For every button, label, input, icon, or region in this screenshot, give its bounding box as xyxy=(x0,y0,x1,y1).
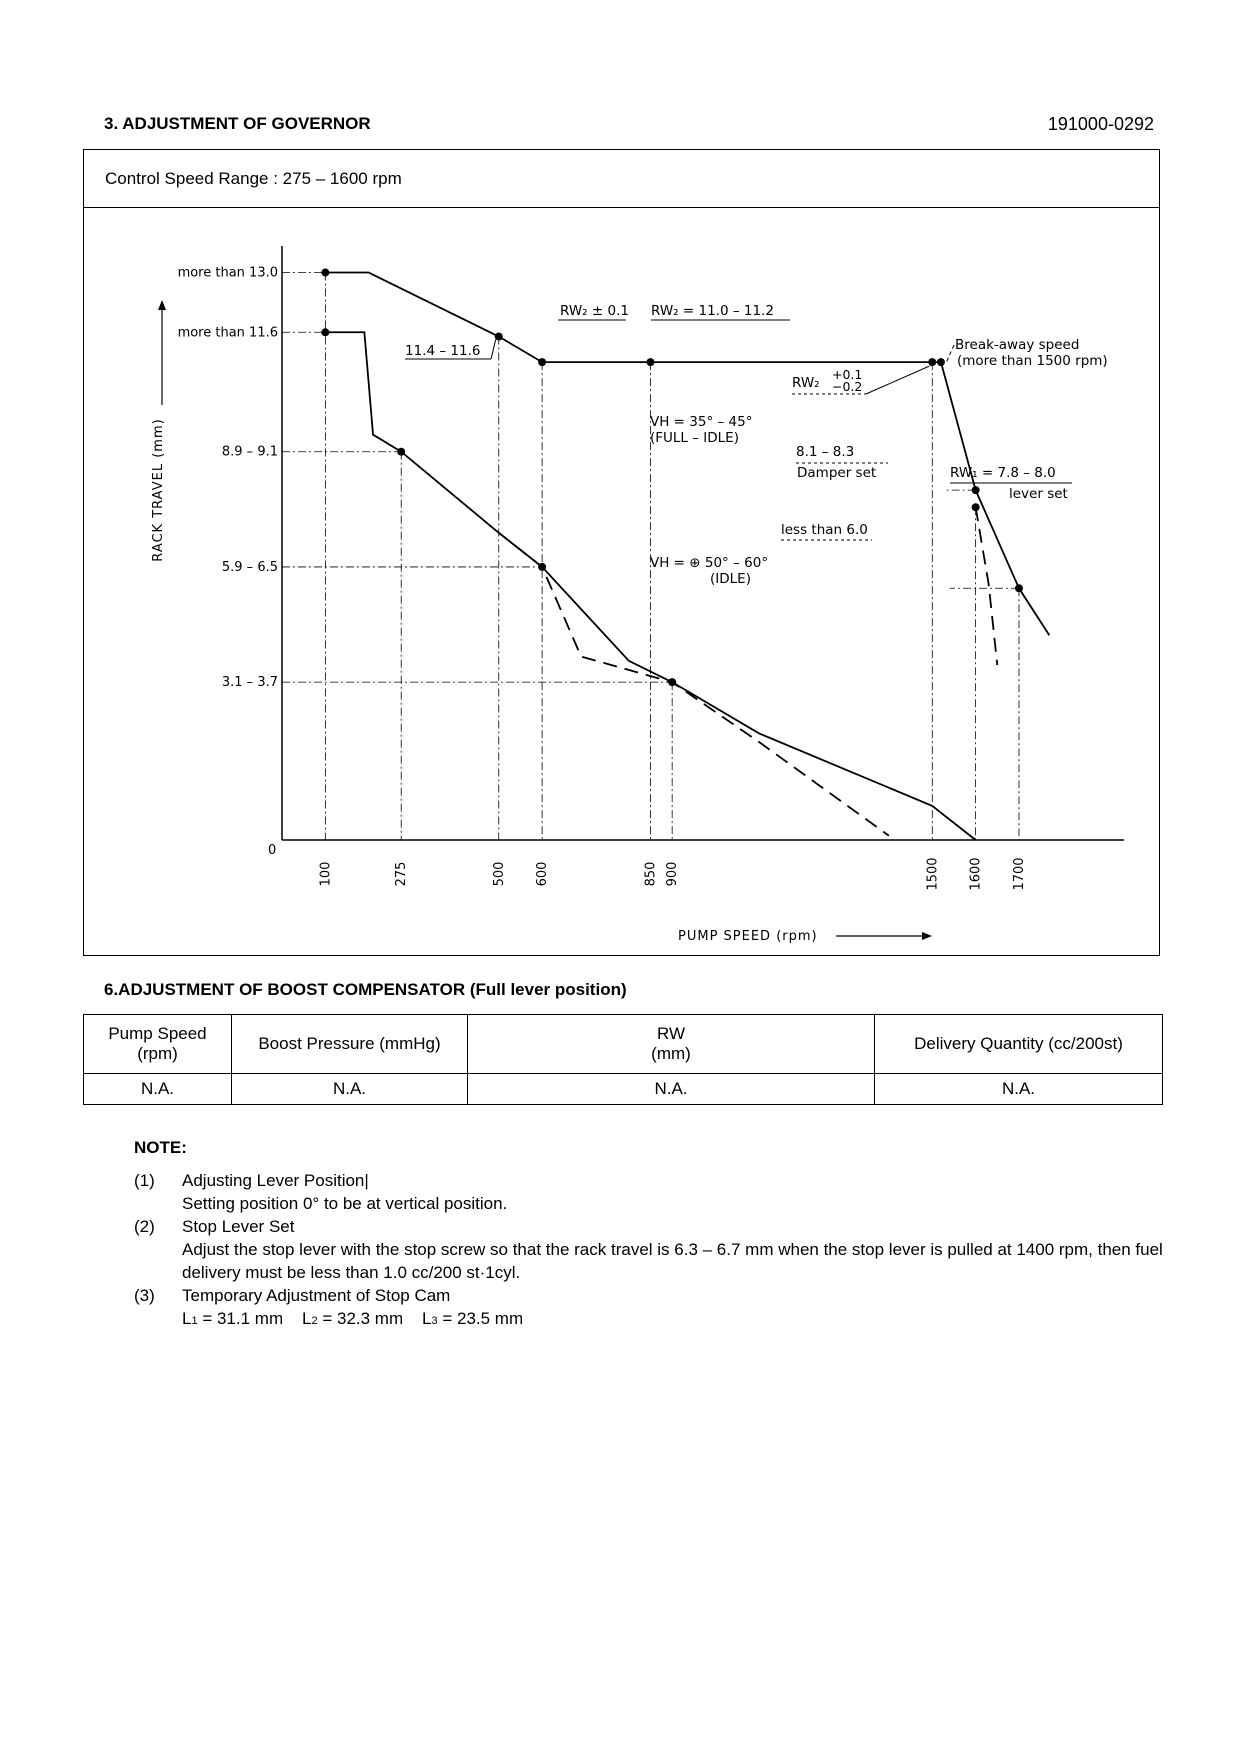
annotation-range-81: 8.1 – 8.3 xyxy=(796,444,855,460)
annotation-rw2-small: RW₂ xyxy=(792,375,820,391)
x-tick-label: 850 xyxy=(643,861,659,887)
annotation-breakaway-2: (more than 1500 rpm) xyxy=(957,353,1108,369)
annotation-less-than: less than 6.0 xyxy=(781,522,868,538)
annotation-lever: lever set xyxy=(1009,486,1068,502)
x-tick-label: 500 xyxy=(491,861,507,887)
x-tick-label: 100 xyxy=(318,861,334,887)
y-axis-label: RACK TRAVEL (mm) xyxy=(151,418,166,562)
note-text: Adjust the stop lever with the stop screw so that the rack travel is 6.3 – 6.7 mm when the stop lever is pulled at 1400 rpm, then fuel delivery must be less than 1.0 cc/200 st·1cyl. xyxy=(182,1240,1163,1282)
data-point xyxy=(972,503,980,511)
annotation-vh-idle-1: VH = ⊕ 50° – 60° xyxy=(650,555,769,571)
control-speed-range: Control Speed Range : 275 – 1600 rpm xyxy=(84,150,1159,208)
header-delivery-quantity: Delivery Quantity (cc/200st) xyxy=(875,1015,1163,1074)
notes-section xyxy=(134,1138,1174,1333)
note-item xyxy=(134,1215,1174,1284)
y-tick-label: 5.9 – 6.5 xyxy=(221,559,278,575)
data-point xyxy=(668,678,676,686)
note-item xyxy=(134,1284,1174,1333)
leader-line xyxy=(491,340,496,359)
header-pump-speed: Pump Speed (rpm) xyxy=(84,1015,232,1074)
note-number: (3) xyxy=(134,1286,155,1305)
table-row xyxy=(84,1074,1163,1105)
data-point xyxy=(397,448,405,456)
annotation-vh-idle-2: (IDLE) xyxy=(710,571,751,587)
x-tick-label: 0 xyxy=(268,843,277,858)
governor-chart xyxy=(84,150,1161,957)
series-line-1 xyxy=(325,273,1049,636)
notes-title: NOTE: xyxy=(134,1138,187,1157)
annotation-range-11: 11.4 – 11.6 xyxy=(405,343,481,359)
chart-labels xyxy=(151,266,1108,944)
cell-rw: N.A. xyxy=(468,1074,875,1105)
boost-table xyxy=(83,1014,1163,1105)
document-number: 191000-0292 xyxy=(1047,114,1154,134)
x-tick-label: 275 xyxy=(394,861,410,887)
note-number: (2) xyxy=(134,1217,155,1236)
note-number: (1) xyxy=(134,1171,155,1190)
annotation-vh-full-1: VH = 35° – 45° xyxy=(650,414,753,430)
y-tick-label: 3.1 – 3.7 xyxy=(221,675,278,691)
data-point xyxy=(937,358,945,366)
x-axis-arrow-head xyxy=(922,932,932,940)
annotation-rw2-plus: +0.1 xyxy=(832,367,863,382)
stop-cam-values: L1 = 31.1 mm L2 = 32.3 mm L3 = 23.5 mm xyxy=(182,1309,524,1328)
data-point xyxy=(646,358,654,366)
x-tick-label: 1700 xyxy=(1011,857,1027,891)
cell-boost-pressure: N.A. xyxy=(232,1074,468,1105)
boost-table-header xyxy=(84,1015,1163,1074)
annotation-breakaway-1: Break-away speed xyxy=(955,337,1080,353)
governor-chart-box xyxy=(83,149,1160,956)
x-tick-label: 900 xyxy=(665,861,681,887)
data-point xyxy=(321,269,329,277)
y-tick-label: 8.9 – 9.1 xyxy=(221,444,278,460)
cell-pump-speed: N.A. xyxy=(84,1074,232,1105)
annotation-rw2-minus: −0.2 xyxy=(832,379,863,394)
note-title: Adjusting Lever Position| xyxy=(182,1171,369,1190)
annotation-rw1: RW₁ = 7.8 – 8.0 xyxy=(950,465,1056,481)
chart-markers xyxy=(321,269,1023,687)
annotation-rw2-range: RW₂ = 11.0 – 11.2 xyxy=(651,303,774,319)
data-point xyxy=(538,563,546,571)
series-line-3 xyxy=(499,533,889,836)
data-point xyxy=(538,358,546,366)
y-axis-arrow-head xyxy=(158,300,166,310)
data-point xyxy=(1015,584,1023,592)
data-point xyxy=(972,486,980,494)
x-tick-label: 1500 xyxy=(925,857,941,891)
section-title-governor: 3. ADJUSTMENT OF GOVERNOR xyxy=(104,114,371,133)
data-point xyxy=(495,333,503,341)
section-title-boost: 6.ADJUSTMENT OF BOOST COMPENSATOR (Full lever position) xyxy=(104,980,627,999)
x-tick-label: 1600 xyxy=(968,857,984,891)
x-tick-label: 600 xyxy=(535,861,551,887)
y-tick-label: more than 13.0 xyxy=(177,265,278,281)
data-point xyxy=(928,358,936,366)
note-text: Setting position 0° to be at vertical position. xyxy=(182,1194,508,1213)
annotation-damper: Damper set xyxy=(797,465,877,481)
note-title: Stop Lever Set xyxy=(182,1217,295,1236)
note-title: Temporary Adjustment of Stop Cam xyxy=(182,1286,451,1305)
annotation-vh-full-2: (FULL – IDLE) xyxy=(650,430,739,446)
leader-line xyxy=(866,366,929,394)
x-axis-label: PUMP SPEED (rpm) xyxy=(678,929,818,944)
header-boost-pressure: Boost Pressure (mmHg) xyxy=(232,1015,468,1074)
note-item xyxy=(134,1169,1174,1215)
header-rw: RW (mm) xyxy=(468,1015,875,1074)
leader-line xyxy=(946,345,954,363)
y-tick-label: more than 11.6 xyxy=(177,325,278,341)
data-point xyxy=(321,328,329,336)
cell-delivery-quantity: N.A. xyxy=(875,1074,1163,1105)
annotation-rw2-tol: RW₂ ± 0.1 xyxy=(560,303,629,319)
